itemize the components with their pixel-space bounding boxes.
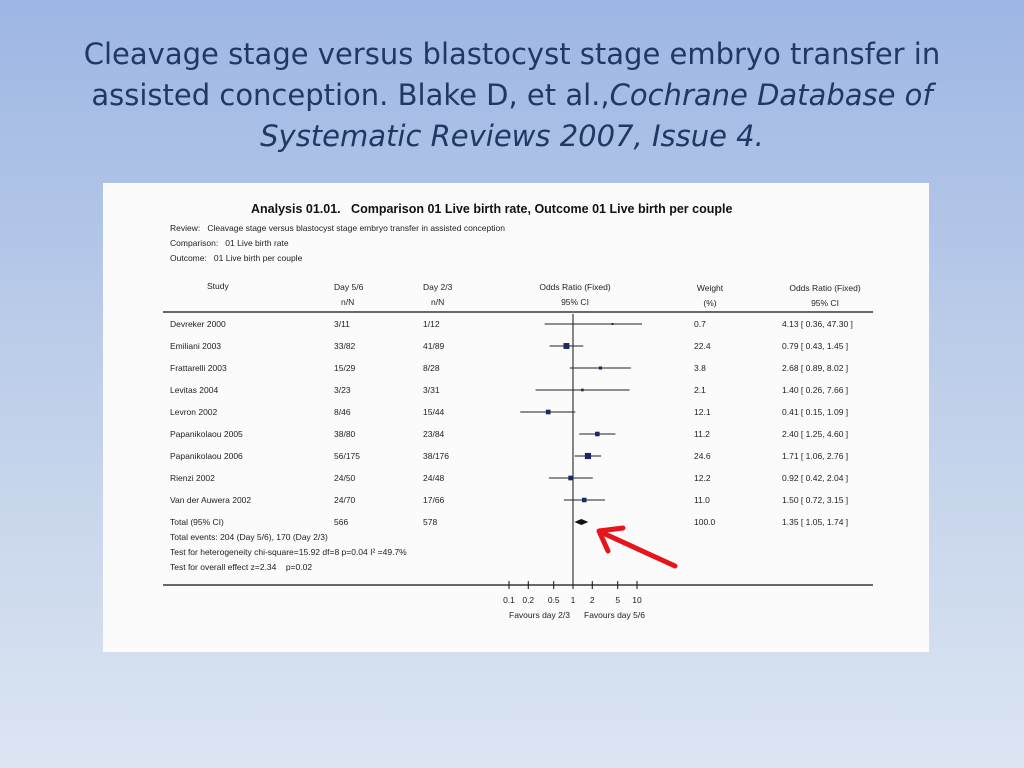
study-7-weight: 12.2 [694,473,711,483]
x-tick-label-3: 1 [570,595,576,605]
x-tick-label-4: 2 [589,595,595,605]
meta-outcome: Outcome: 01 Live birth per couple [170,253,303,263]
col-or-plot: Odds Ratio (Fixed) [539,282,611,292]
study-0-day56: 3/11 [334,319,350,329]
study-4-point [546,410,551,415]
col-or-plot-sub: 95% CI [561,297,589,307]
study-6-day56: 56/175 [334,451,360,461]
title-italic: Cochrane Database of Systematic Reviews 2007, Issue 4. [260,78,933,153]
study-0-name: Devreker 2000 [170,319,226,329]
study-7-name: Rienzi 2002 [170,473,215,483]
x-tick-label-2: 0.5 [547,595,560,605]
study-1-ci-text: 0.79 [ 0.43, 1.45 ] [782,341,849,351]
study-4-name: Levron 2002 [170,407,218,417]
footer-overall: Test for overall effect z=2.34 p=0.02 [170,562,313,572]
total-day23: 578 [423,517,438,527]
study-4-weight: 12.1 [694,407,711,417]
title-plain: Cleavage stage versus blastocyst stage embryo transfer in assisted conception. Blake D, et al., [83,37,941,112]
forest-plot-svg [103,183,929,652]
study-8-point [582,498,587,503]
study-7-day56: 24/50 [334,473,356,483]
study-7-ci-text: 0.92 [ 0.42, 2.04 ] [782,473,849,483]
study-8-day56: 24/70 [334,495,356,505]
study-3-ci-text: 1.40 [ 0.26, 7.66 ] [782,385,849,395]
study-2-ci-text: 2.68 [ 0.89, 8.02 ] [782,363,849,373]
study-6-name: Papanikolaou 2006 [170,451,243,461]
col-weight-sub: (%) [703,298,717,308]
study-8-ci-text: 1.50 [ 0.72, 3.15 ] [782,495,849,505]
study-7-point [568,476,573,481]
study-1-day23: 41/89 [423,341,445,351]
forest-plot-figure [103,183,929,652]
col-or-text: Odds Ratio (Fixed) [789,283,861,293]
total-ci-text: 1.35 [ 1.05, 1.74 ] [782,517,849,527]
slide-title [60,34,964,157]
col-study: Study [207,281,229,291]
study-5-name: Papanikolaou 2005 [170,429,243,439]
favours-right: Favours day 5/6 [584,610,645,620]
study-2-day23: 8/28 [423,363,440,373]
study-6-ci-text: 1.71 [ 1.06, 2.76 ] [782,451,849,461]
study-6-point [585,453,591,459]
study-2-day56: 15/29 [334,363,356,373]
col-weight: Weight [696,283,724,293]
study-3-point [581,389,584,392]
col-day56-sub: n/N [341,297,355,307]
study-2-name: Frattarelli 2003 [170,363,227,373]
study-0-point [611,323,613,325]
study-8-name: Van der Auwera 2002 [170,495,252,505]
study-1-weight: 22.4 [694,341,711,351]
annotation-arrow [599,528,675,566]
total-weight: 100.0 [694,517,716,527]
study-0-ci-text: 4.13 [ 0.36, 47.30 ] [782,319,853,329]
x-tick-label-6: 10 [632,595,642,605]
study-1-point [563,343,569,349]
study-5-day23: 23/84 [423,429,445,439]
x-tick-label-0: 0.1 [503,595,515,605]
study-4-day56: 8/46 [334,407,351,417]
x-tick-label-5: 5 [615,595,621,605]
meta-comparison: Comparison: 01 Live birth rate [170,238,289,248]
study-6-day23: 38/176 [423,451,449,461]
study-2-point [599,366,602,369]
study-3-name: Levitas 2004 [170,385,219,395]
footer-events: Total events: 204 (Day 5/6), 170 (Day 2/3) [170,532,328,542]
total-name: Total (95% CI) [170,517,224,527]
study-5-ci-text: 2.40 [ 1.25, 4.60 ] [782,429,849,439]
col-or-text-sub: 95% CI [811,298,839,308]
study-3-weight: 2.1 [694,385,706,395]
study-4-ci-text: 0.41 [ 0.15, 1.09 ] [782,407,849,417]
study-3-day56: 3/23 [334,385,351,395]
study-rows [170,319,853,527]
favours-left: Favours day 2/3 [509,610,570,620]
study-6-weight: 24.6 [694,451,711,461]
study-4-day23: 15/44 [423,407,445,417]
footer-heterogeneity: Test for heterogeneity chi-square=15.92 df=8 p=0.04 I² =49.7% [170,547,407,557]
plot-heading: Analysis 01.01. Comparison 01 Live birth rate, Outcome 01 Live birth per couple [251,202,733,216]
study-3-day23: 3/31 [423,385,440,395]
study-8-weight: 11.0 [694,495,710,505]
study-5-day56: 38/80 [334,429,356,439]
study-8-day23: 17/66 [423,495,445,505]
study-7-day23: 24/48 [423,473,445,483]
study-1-day56: 33/82 [334,341,356,351]
col-day23-sub: n/N [431,297,445,307]
x-tick-label-1: 0.2 [522,595,535,605]
study-5-point [595,432,600,437]
study-5-weight: 11.2 [694,429,710,439]
study-2-weight: 3.8 [694,363,706,373]
study-0-weight: 0.7 [694,319,706,329]
total-diamond [574,519,588,525]
col-day23: Day 2/3 [423,282,453,292]
meta-review: Review: Cleavage stage versus blastocyst stage embryo transfer in assisted conception [170,223,505,233]
col-day56: Day 5/6 [334,282,364,292]
study-0-day23: 1/12 [423,319,440,329]
total-day56: 566 [334,517,349,527]
study-1-name: Emiliani 2003 [170,341,222,351]
